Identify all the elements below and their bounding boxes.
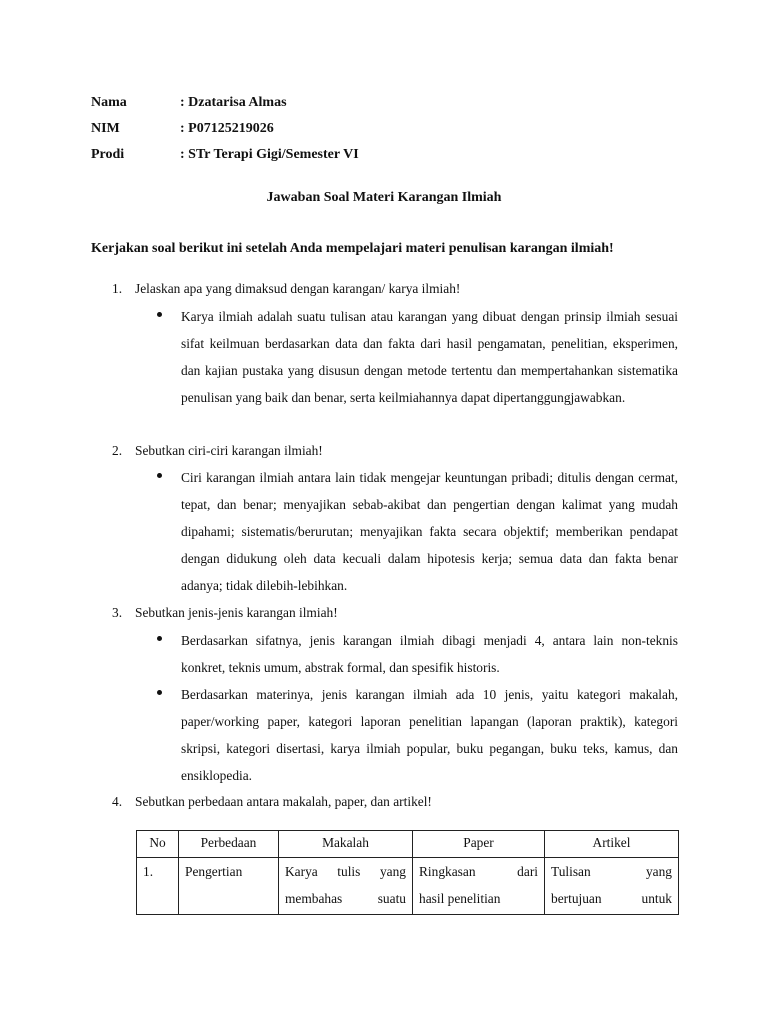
answer-text: Berdasarkan materinya, jenis karangan ilmiah ada 10 jenis, yaitu kategori makalah, paper/working paper, kategori laporan penelitian lapangan (laporan praktik), kategori skripsi, kategori disertasi, karya ilmiah popular, buku pegangan, buku teks, kamus, dan ensiklopedia. bbox=[181, 687, 678, 784]
question-text: Sebutkan perbedaan antara makalah, paper, dan artikel! bbox=[135, 794, 432, 809]
cell-no: 1. bbox=[137, 858, 179, 915]
cell-line: Tulisan yang bbox=[551, 864, 672, 879]
cell-line: Karya tulis yang bbox=[285, 864, 406, 879]
table-row bbox=[137, 858, 679, 915]
question-text: Jelaskan apa yang dimaksud dengan karangan/ karya ilmiah! bbox=[135, 281, 461, 296]
answer-text: Berdasarkan sifatnya, jenis karangan ilmiah dibagi menjadi 4, antara lain non-teknis konkret, teknis umum, abstrak formal, dan spesifik historis. bbox=[181, 633, 678, 676]
cell-line: bertujuan untuk bbox=[551, 891, 672, 906]
nim-label: NIM bbox=[91, 121, 120, 136]
prodi-label: Prodi bbox=[91, 147, 125, 162]
name-value: : Dzatarisa Almas bbox=[180, 95, 287, 110]
instruction-text: Kerjakan soal berikut ini setelah Anda mempelajari materi penulisan karangan ilmiah! bbox=[91, 241, 614, 256]
bullet-icon bbox=[157, 690, 162, 695]
cell-line: membahas suatu bbox=[285, 891, 406, 906]
question-text: Sebutkan ciri-ciri karangan ilmiah! bbox=[135, 443, 323, 458]
prodi-value: : STr Terapi Gigi/Semester VI bbox=[180, 147, 359, 162]
question-text: Sebutkan jenis-jenis karangan ilmiah! bbox=[135, 605, 338, 620]
bullet-icon bbox=[157, 473, 162, 478]
cell-line: hasil penelitian bbox=[419, 891, 501, 906]
cell-makalah bbox=[279, 858, 413, 915]
question-number: 1. bbox=[112, 281, 123, 296]
header-makalah: Makalah bbox=[279, 831, 413, 858]
question-number: 4. bbox=[112, 794, 123, 809]
cell-paper bbox=[413, 858, 545, 915]
answer-text: Ciri karangan ilmiah antara lain tidak mengejar keuntungan pribadi; ditulis dengan cermat, tepat, dan benar; menyajikan sebab-akibat dan pengertian dengan kalimat yang mudah dipahami; sistematis/berurutan; menyajikan fakta secara objektif; memberikan pendapat dengan didukung oleh data kecuali dalam hipotesis kerja; semua data dan fakta benar adanya; tidak dilebih-lebihkan. bbox=[181, 470, 678, 594]
bullet-icon bbox=[157, 312, 162, 317]
header-no: No bbox=[137, 831, 179, 858]
header-artikel: Artikel bbox=[545, 831, 679, 858]
question-number: 2. bbox=[112, 443, 123, 458]
header-paper: Paper bbox=[413, 831, 545, 858]
table-header-row bbox=[137, 831, 679, 858]
question-number: 3. bbox=[112, 605, 123, 620]
name-label: Nama bbox=[91, 95, 127, 110]
nim-value: : P07125219026 bbox=[180, 121, 274, 136]
document-title: Jawaban Soal Materi Karangan Ilmiah bbox=[266, 190, 502, 205]
comparison-table bbox=[136, 830, 679, 915]
answer-text: Karya ilmiah adalah suatu tulisan atau karangan yang dibuat dengan prinsip ilmiah sesuai sifat keilmuan berdasarkan data dan fakta dari hasil pengamatan, penelitian, eksperimen, dan kajian pustaka yang disusun dengan metode tertentu dan mempertahankan sistematika penulisan yang baik dan benar, serta keilmiahannya dapat dipertanggungjawabkan. bbox=[181, 309, 678, 406]
cell-perbedaan: Pengertian bbox=[179, 858, 279, 915]
cell-artikel bbox=[545, 858, 679, 915]
header-perbedaan: Perbedaan bbox=[179, 831, 279, 858]
cell-line: Ringkasan dari bbox=[419, 864, 538, 879]
bullet-icon bbox=[157, 636, 162, 641]
